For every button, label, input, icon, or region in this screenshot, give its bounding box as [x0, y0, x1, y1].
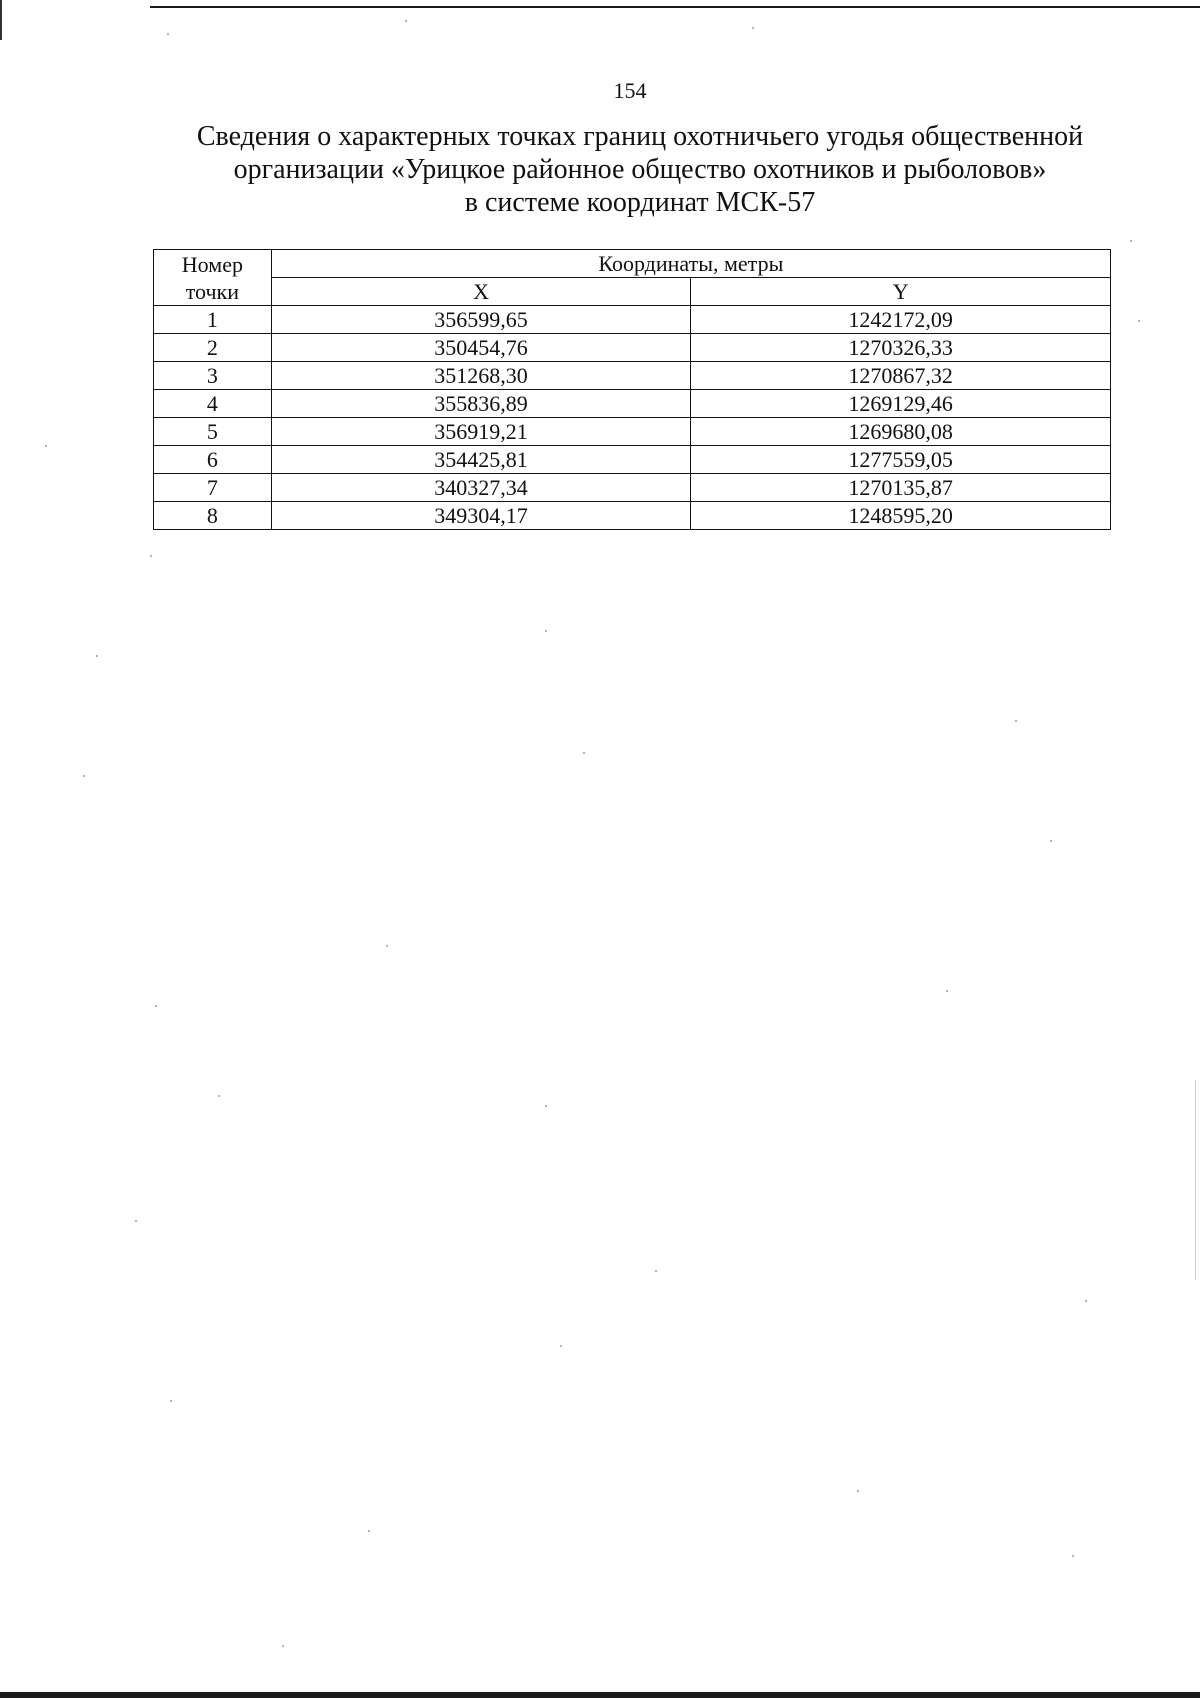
- table-row: [154, 362, 1111, 390]
- point-number-cell: 7: [154, 474, 272, 502]
- page-number: 154: [613, 78, 647, 103]
- scan-speck: [1015, 720, 1017, 722]
- scan-speck: [96, 655, 98, 657]
- scan-speck: [167, 33, 169, 35]
- table-row: [154, 502, 1111, 530]
- scan-speck: [1085, 1300, 1087, 1302]
- scan-speck: [405, 20, 407, 22]
- table-row: [154, 390, 1111, 418]
- scan-speck: [218, 1095, 220, 1097]
- point-number-header-line-2: точки: [185, 278, 240, 304]
- point-number-cell: 6: [154, 446, 272, 474]
- point-number-cell: 5: [154, 418, 272, 446]
- point-number-header: [154, 250, 272, 306]
- scan-speck: [135, 1220, 137, 1222]
- scan-speck: [386, 945, 388, 947]
- point-number-cell: 2: [154, 334, 272, 362]
- scan-speck: [1130, 240, 1132, 242]
- scan-speck: [752, 27, 754, 29]
- x-cell: 340327,34: [271, 474, 691, 502]
- point-number-header-line-1: Номер: [181, 251, 243, 277]
- scan-speck: [150, 555, 152, 557]
- y-cell: 1269129,46: [691, 390, 1111, 418]
- scan-speck: [282, 1645, 284, 1647]
- x-cell: 350454,76: [271, 334, 691, 362]
- table-row: [154, 474, 1111, 502]
- x-cell: 356919,21: [271, 418, 691, 446]
- x-cell: 356599,65: [271, 306, 691, 334]
- scan-right-edge: [1195, 1080, 1196, 1280]
- y-cell: 1270135,87: [691, 474, 1111, 502]
- scan-speck: [655, 1270, 657, 1272]
- point-number-cell: 4: [154, 390, 272, 418]
- scan-bottom-border: [0, 1692, 1200, 1698]
- title-line-1: Сведения о характерных точках границ охотничьего угодья общественной: [196, 121, 1084, 152]
- scan-speck: [545, 630, 547, 632]
- scan-speck: [170, 1400, 172, 1402]
- x-cell: 351268,30: [271, 362, 691, 390]
- scan-speck: [857, 1490, 859, 1492]
- y-cell: 1269680,08: [691, 418, 1111, 446]
- scan-speck: [1050, 840, 1052, 842]
- coordinates-table: [153, 249, 1111, 530]
- x-cell: 349304,17: [271, 502, 691, 530]
- coordinates-header: Координаты, метры: [271, 250, 1110, 278]
- table-row: [154, 306, 1111, 334]
- scan-speck: [368, 1530, 370, 1532]
- table-row: [154, 418, 1111, 446]
- y-cell: 1242172,09: [691, 306, 1111, 334]
- scan-speck: [545, 1105, 547, 1107]
- coordinates-table-body: [154, 306, 1111, 530]
- y-column-header: Y: [691, 278, 1111, 306]
- scan-top-border: [150, 6, 1200, 8]
- scan-speck: [583, 752, 585, 754]
- y-cell: 1248595,20: [691, 502, 1111, 530]
- scan-speck: [560, 1345, 562, 1347]
- scan-speck: [1138, 320, 1140, 322]
- x-column-header: X: [271, 278, 691, 306]
- y-cell: 1270326,33: [691, 334, 1111, 362]
- scan-speck: [155, 1005, 157, 1007]
- y-cell: 1270867,32: [691, 362, 1111, 390]
- scan-left-edge: [0, 0, 2, 40]
- scan-speck: [83, 775, 85, 777]
- table-row: [154, 446, 1111, 474]
- point-number-cell: 3: [154, 362, 272, 390]
- y-cell: 1277559,05: [691, 446, 1111, 474]
- scan-speck: [946, 990, 948, 992]
- scan-speck: [1072, 1555, 1074, 1557]
- document-title: [140, 120, 1140, 219]
- point-number-cell: 8: [154, 502, 272, 530]
- table-row: [154, 334, 1111, 362]
- scan-speck: [45, 445, 47, 447]
- title-line-2: организации «Урицкое районное общество охотников и рыболовов»: [233, 154, 1047, 185]
- x-cell: 354425,81: [271, 446, 691, 474]
- x-cell: 355836,89: [271, 390, 691, 418]
- point-number-cell: 1: [154, 306, 272, 334]
- title-line-3: в системе координат МСК-57: [464, 187, 816, 218]
